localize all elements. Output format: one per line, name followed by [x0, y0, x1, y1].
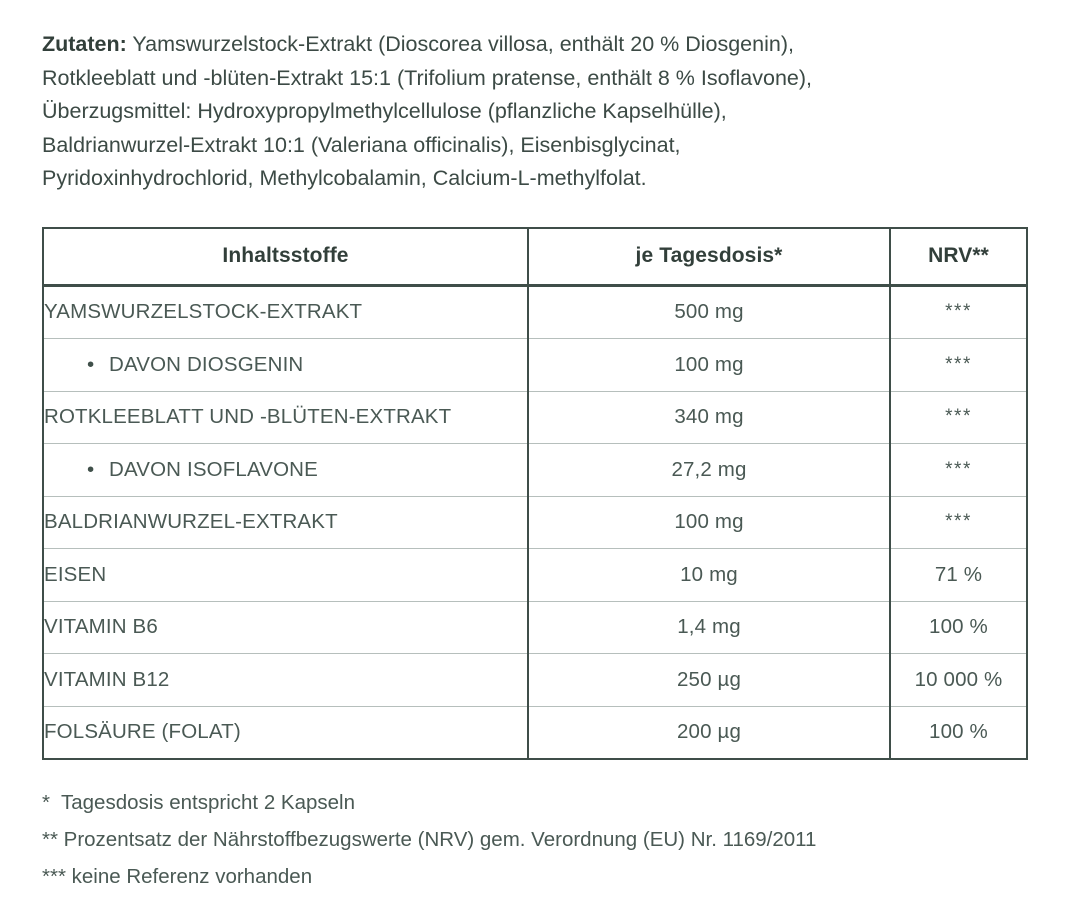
ingredients-line-2: Rotkleeblatt und -blüten-Extrakt 15:1 (Trifolium pratense, enthält 8 % Isoflavone),	[42, 65, 813, 90]
cell-daily-dose: 100 mg	[528, 339, 890, 392]
table-row	[43, 549, 1027, 602]
cell-nrv-value: 71 %	[890, 549, 1027, 602]
ingredients-paragraph	[42, 26, 1038, 196]
cell-ingredient-name: • DAVON DIOSGENIN	[43, 339, 528, 392]
column-header-daily-dose: je Tagesdosis*	[528, 228, 890, 286]
footnote-nrv-definition: ** Prozentsatz der Nährstoffbezugswerte (NRV) gem. Verordnung (EU) Nr. 1169/2011	[42, 828, 817, 851]
table-header-row	[43, 228, 1027, 286]
cell-nrv-value: 100 %	[890, 601, 1027, 654]
table-row	[43, 654, 1027, 707]
table-header	[43, 228, 1027, 286]
cell-nrv-value: ***	[890, 391, 1027, 444]
bullet-icon: •	[87, 352, 95, 376]
cell-nrv-value: 10 000 %	[890, 654, 1027, 707]
cell-daily-dose: 200 µg	[528, 706, 890, 759]
footnote-daily-dose: * Tagesdosis entspricht 2 Kapseln	[42, 791, 356, 814]
cell-ingredient-name: EISEN	[43, 549, 528, 602]
column-header-nrv: NRV**	[890, 228, 1027, 286]
cell-nrv-value: ***	[890, 285, 1027, 339]
cell-ingredient-name: ROTKLEEBLATT UND -BLÜTEN-EXTRAKT	[43, 391, 528, 444]
table-row	[43, 285, 1027, 339]
cell-daily-dose: 10 mg	[528, 549, 890, 602]
cell-daily-dose: 500 mg	[528, 285, 890, 339]
cell-ingredient-name: YAMSWURZELSTOCK-EXTRAKT	[44, 300, 363, 324]
table-body	[43, 285, 1027, 759]
cell-daily-dose: 1,4 mg	[528, 601, 890, 654]
cell-nrv-value: ***	[890, 444, 1027, 497]
cell-nrv-value: ***	[890, 496, 1027, 549]
cell-daily-dose: 27,2 mg	[528, 444, 890, 497]
table-row	[43, 601, 1027, 654]
table-row	[43, 444, 1027, 497]
cell-nrv-value: 100 %	[890, 706, 1027, 759]
cell-nrv-value: ***	[890, 339, 1027, 392]
table-row	[43, 496, 1027, 549]
cell-daily-dose: 340 mg	[528, 391, 890, 444]
ingredients-line-5: Pyridoxinhydrochlorid, Methylcobalamin, Calcium-L-methylfolat.	[42, 166, 647, 190]
footnotes	[42, 784, 1038, 895]
cell-ingredient-name: • DAVON ISOFLAVONE	[43, 444, 528, 497]
table-row	[43, 339, 1027, 392]
ingredients-line-3: Überzugsmittel: Hydroxypropylmethylcellulose (pflanzliche Kapselhülle),	[42, 99, 727, 123]
bullet-icon: •	[87, 457, 95, 481]
cell-daily-dose: 250 µg	[528, 654, 890, 707]
table-row	[43, 391, 1027, 444]
cell-daily-dose: 100 mg	[528, 496, 890, 549]
column-header-ingredients: Inhaltsstoffe	[43, 228, 528, 286]
ingredients-line-4: Baldrianwurzel-Extrakt 10:1 (Valeriana officinalis), Eisenbisglycinat,	[42, 132, 681, 157]
footnote-no-reference: *** keine Referenz vorhanden	[42, 865, 313, 888]
cell-ingredient-name: VITAMIN B6	[43, 601, 528, 654]
cell-ingredient-name: FOLSÄURE (FOLAT)	[43, 706, 528, 759]
supplement-facts-table-wrapper	[42, 227, 1038, 761]
cell-ingredient-name: BALDRIANWURZEL-EXTRAKT	[43, 496, 528, 549]
cell-ingredient-name: VITAMIN B12	[43, 654, 528, 707]
ingredients-label: Zutaten:	[42, 32, 127, 56]
table-row	[43, 706, 1027, 759]
supplement-facts-table	[42, 227, 1028, 761]
ingredients-line-1: Yamswurzelstock-Extrakt (Dioscorea villosa, enthält 20 % Diosgenin),	[126, 32, 794, 56]
